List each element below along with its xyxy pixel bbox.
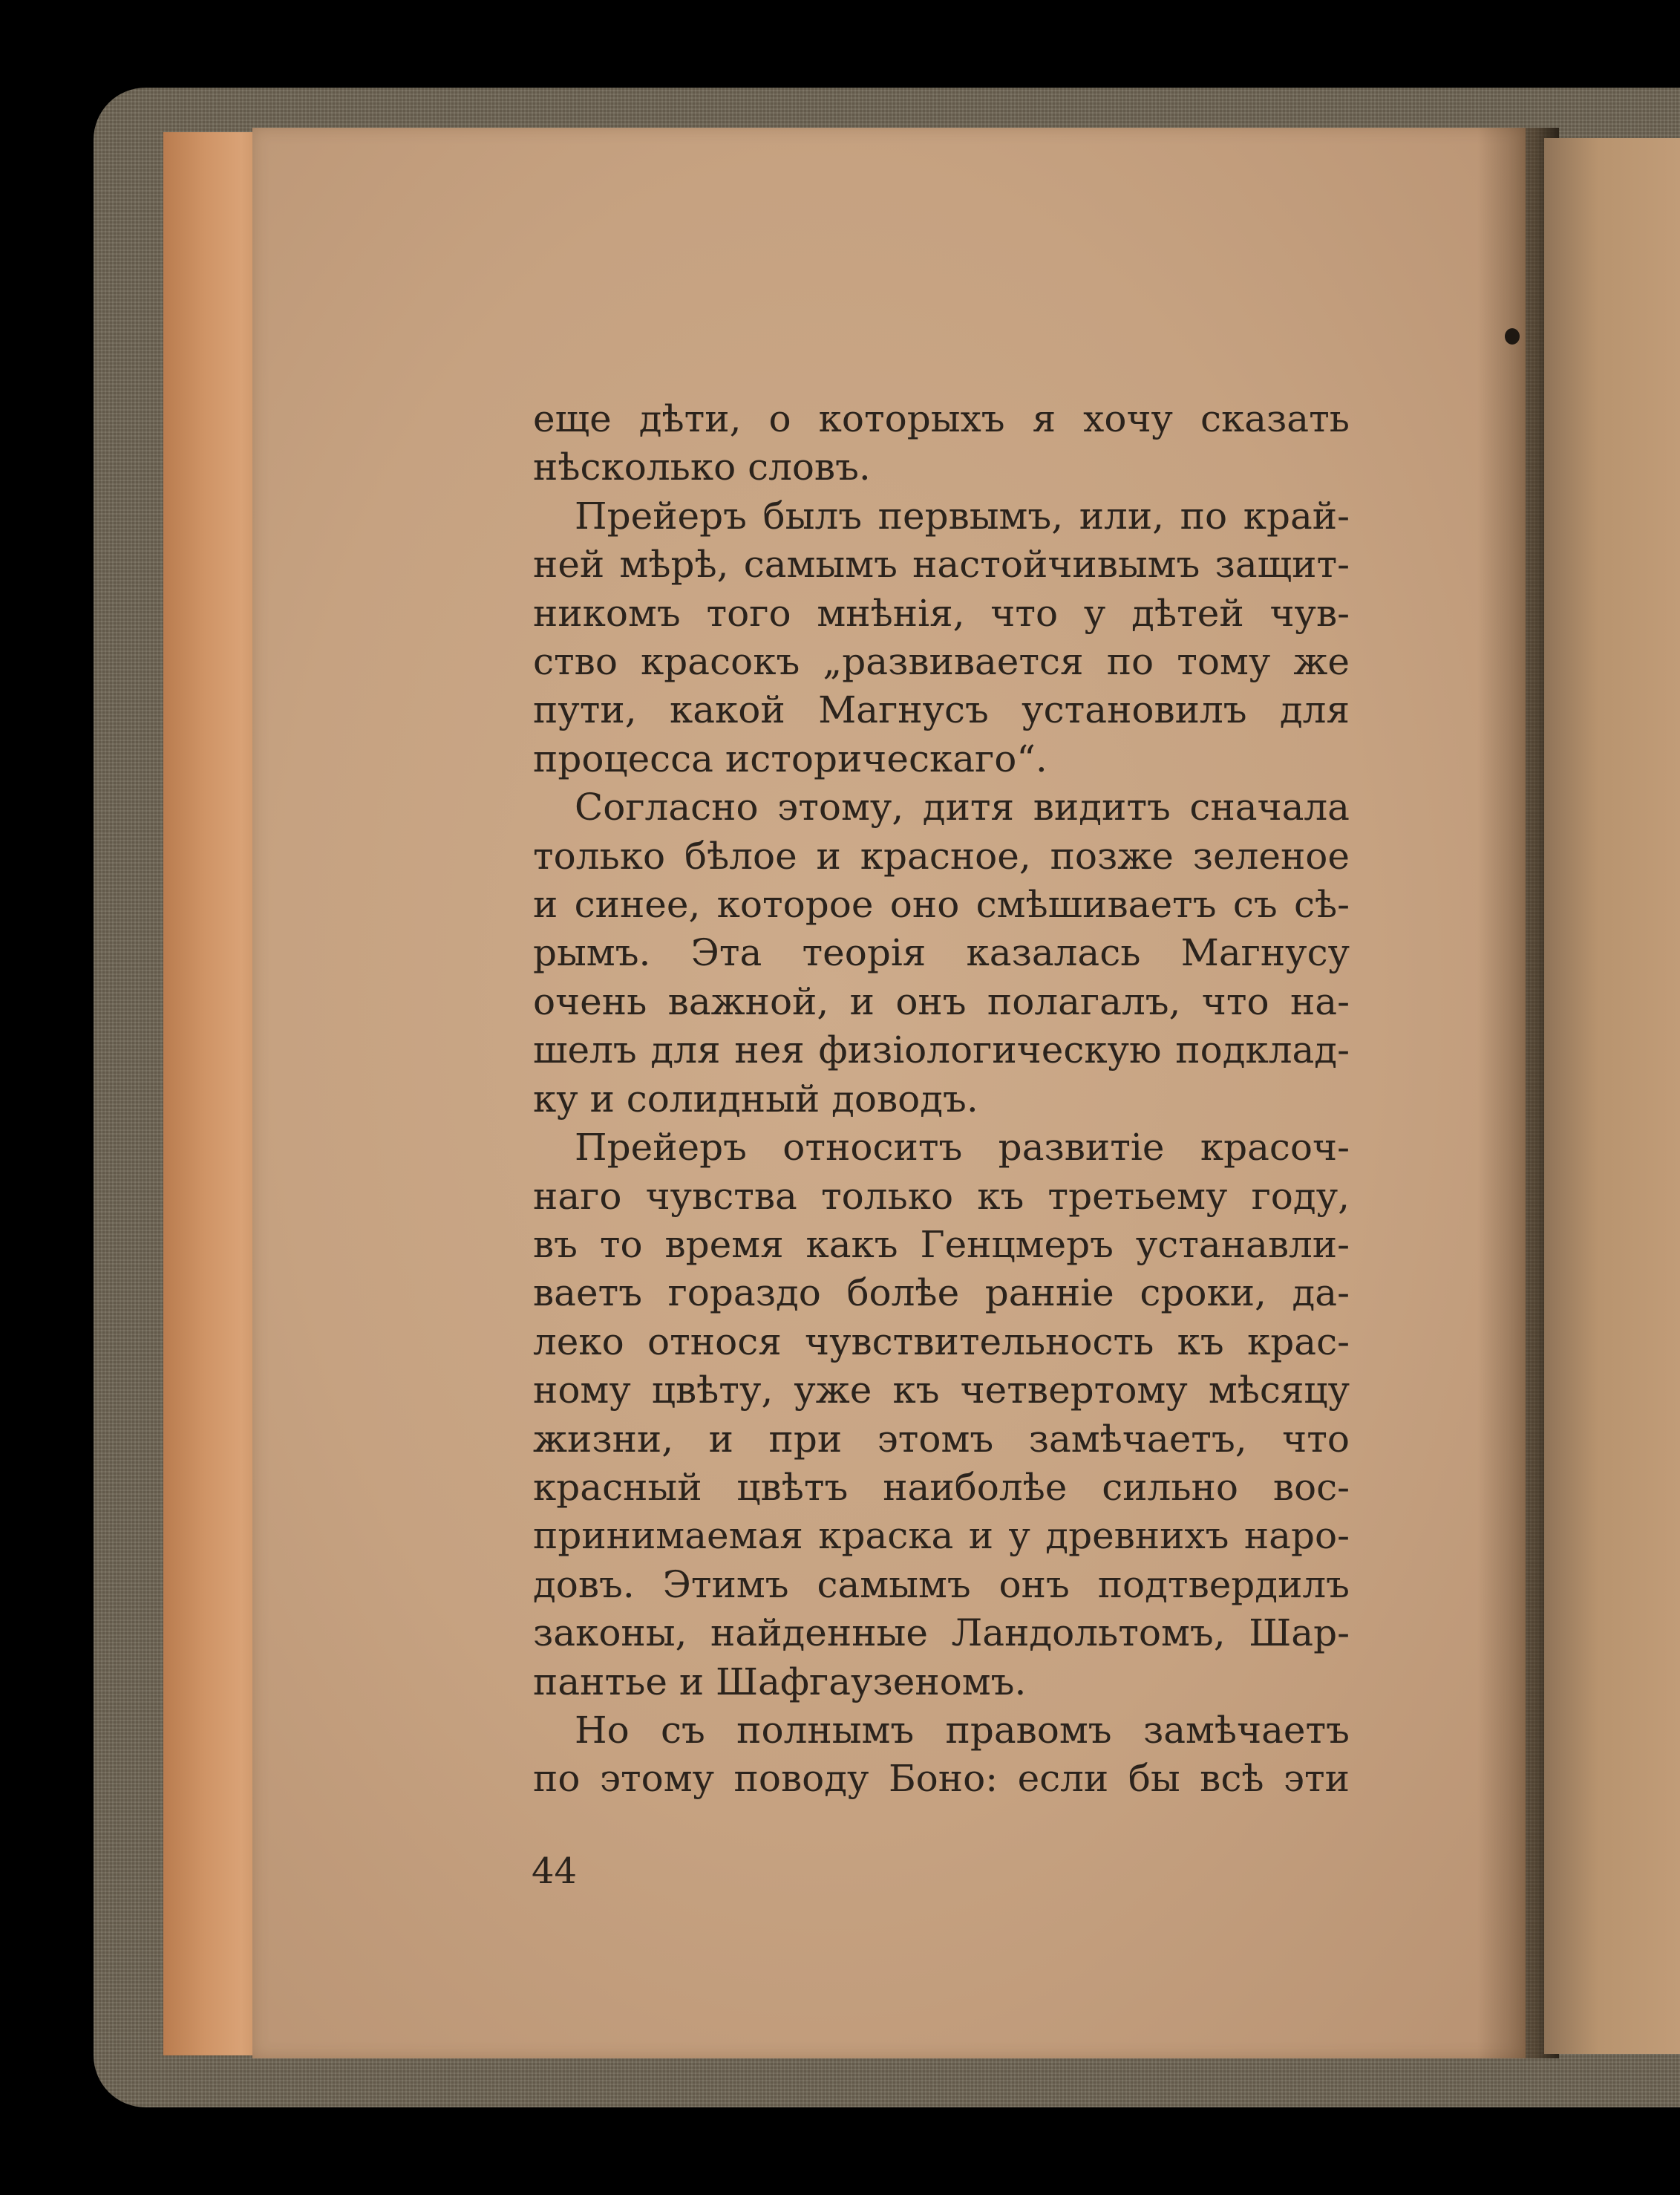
text-line: рымъ. Эта теорія казалась Магнусу xyxy=(533,931,1350,975)
text-line: никомъ того мнѣнія, что у дѣтей чув- xyxy=(533,591,1350,635)
page-number: 44 xyxy=(532,1850,578,1892)
text-line: процесса историческаго“. xyxy=(533,737,1047,780)
text-line: жизни, и при этомъ замѣчаетъ, что xyxy=(533,1417,1350,1461)
text-line: только бѣлое и красное, позже зеленое xyxy=(533,834,1350,878)
text-line: ному цвѣту, уже къ четвертому мѣсяцу xyxy=(533,1369,1350,1412)
text-line: пантье и Шафгаузеномъ. xyxy=(533,1660,1027,1703)
text-line: Прейеръ былъ первымъ, или, по край- xyxy=(575,494,1350,538)
text-line: шелъ для нея физіологическую подклад- xyxy=(533,1028,1350,1072)
page-edges xyxy=(163,132,267,2055)
text-line: наго чувства только къ третьему году, xyxy=(533,1174,1350,1218)
text-line: ваетъ гораздо болѣе ранніе сроки, да- xyxy=(533,1271,1350,1315)
text-line: законы, найденные Ландольтомъ, Шар- xyxy=(533,1611,1350,1655)
text-line: довъ. Этимъ самымъ онъ подтвердилъ xyxy=(533,1562,1350,1606)
text-line: и синее, которое оно смѣшиваетъ съ сѣ- xyxy=(533,883,1350,927)
text-line: красный цвѣтъ наиболѣе сильно вос- xyxy=(533,1465,1350,1509)
text-line: ней мѣрѣ, самымъ настойчивымъ защит- xyxy=(533,543,1350,587)
right-page-edge xyxy=(1544,138,1680,2054)
text-line: очень важной, и онъ полагалъ, что на- xyxy=(533,979,1350,1023)
text-line: по этому поводу Боно: если бы всѣ эти xyxy=(533,1757,1350,1801)
text-line: еще дѣти, о которыхъ я хочу сказать xyxy=(533,397,1350,440)
text-line: Согласно этому, дитя видитъ сначала xyxy=(575,786,1350,829)
text-line: леко относя чувствительность къ крас- xyxy=(533,1320,1350,1363)
text-line: Но съ полнымъ правомъ замѣчаетъ xyxy=(575,1708,1350,1752)
text-line: принимаемая краска и у древнихъ наро- xyxy=(533,1514,1350,1558)
text-line: Прейеръ относитъ развитіе красоч- xyxy=(575,1126,1350,1170)
text-line: ку и солидный доводъ. xyxy=(533,1077,978,1121)
text-line: пути, какой Магнусъ установилъ для xyxy=(533,688,1350,732)
ink-spot xyxy=(1505,328,1520,345)
text-line: въ то время какъ Генцмеръ устанавли- xyxy=(533,1222,1350,1266)
page-text xyxy=(533,395,1350,1804)
text-line: ство красокъ „развивается по тому же xyxy=(533,640,1350,684)
text-line: нѣсколько словъ. xyxy=(533,446,871,489)
